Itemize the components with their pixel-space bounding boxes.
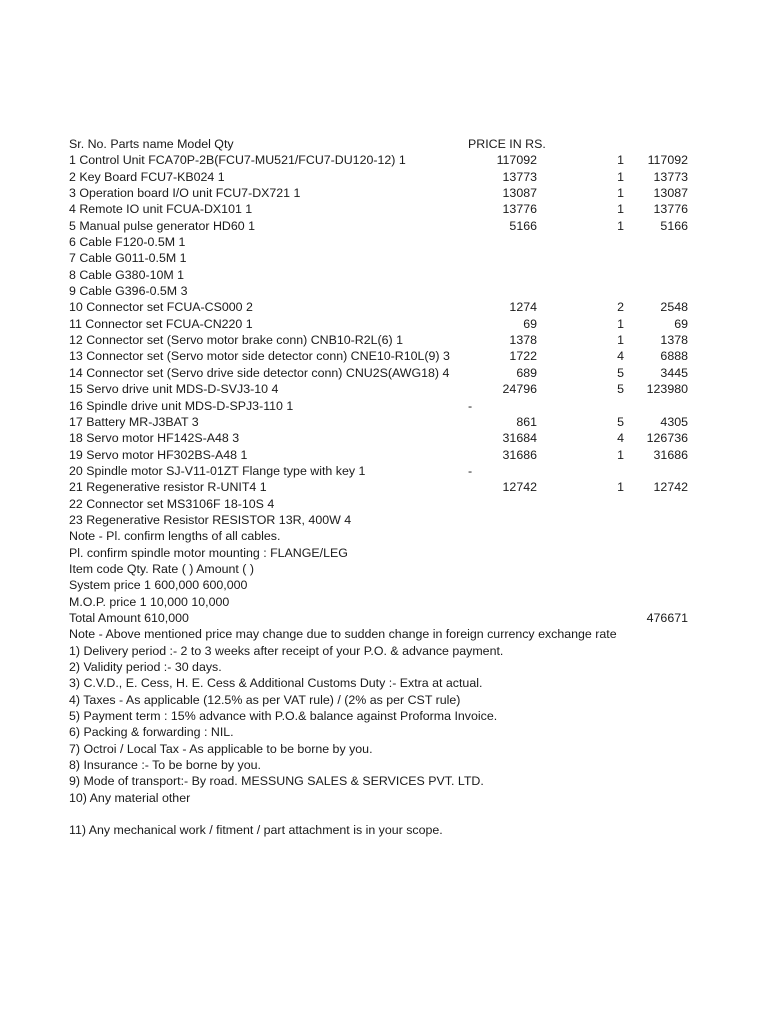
item-amount: 13087 (653, 186, 688, 201)
item-row (0, 447, 768, 463)
item-description: 7 Cable G011-0.5M 1 (69, 251, 187, 266)
item-row (0, 299, 768, 315)
item-qty: 1 (617, 316, 624, 331)
item-amount: 126736 (646, 431, 688, 446)
term-text: 1) Delivery period :- 2 to 3 weeks after receipt of your P.O. & advance payment. (69, 643, 504, 658)
item-row (0, 348, 768, 364)
term-text: 9) Mode of transport:- By road. MESSUNG SALES & SERVICES PVT. LTD. (69, 774, 484, 789)
note-row (0, 594, 768, 610)
item-row (0, 152, 768, 168)
term-text: 4) Taxes - As applicable (12.5% as per VAT rule) / (2% as per CST rule) (69, 692, 461, 707)
item-amount: 6888 (660, 349, 688, 364)
item-description: 15 Servo drive unit MDS-D-SVJ3-10 4 (69, 382, 279, 397)
item-price: 117092 (496, 153, 537, 168)
term-text: 8) Insurance :- To be borne by you. (69, 758, 261, 773)
item-row (0, 267, 768, 283)
note-text: Pl. confirm spindle motor mounting : FLANGE/LEG (69, 545, 348, 560)
item-description: 23 Regenerative Resistor RESISTOR 13R, 400W 4 (69, 512, 352, 527)
term-text: 7) Octroi / Local Tax - As applicable to be borne by you. (69, 741, 373, 756)
note-text: Note - Pl. confirm lengths of all cables. (69, 529, 281, 544)
item-price: 13087 (502, 186, 537, 201)
item-description: 14 Connector set (Servo drive side detector conn) CNU2S(AWG18) 4 (69, 365, 450, 380)
term-row (0, 773, 768, 789)
term-text: 6) Packing & forwarding : NIL. (69, 725, 234, 740)
term-row (0, 790, 768, 806)
item-row (0, 496, 768, 512)
item-row (0, 332, 768, 348)
item-description: 20 Spindle motor SJ-V11-01ZT Flange type with key 1 (69, 463, 366, 478)
item-price: 31684 (502, 431, 537, 446)
item-price: 31686 (502, 447, 537, 462)
item-row (0, 250, 768, 266)
term-text: 5) Payment term : 15% advance with P.O.& balance against Proforma Invoice. (69, 709, 498, 724)
item-row (0, 365, 768, 381)
item-row (0, 283, 768, 299)
note-text: Item code Qty. Rate ( ) Amount ( ) (69, 561, 254, 576)
item-price: 69 (523, 316, 537, 331)
item-description: 12 Connector set (Servo motor brake conn) CNB10-R2L(6) 1 (69, 333, 404, 348)
term-row (0, 708, 768, 724)
term-text: 3) C.V.D., E. Cess, H. E. Cess & Additional Customs Duty :- Extra at actual. (69, 676, 483, 691)
item-description: 2 Key Board FCU7-KB024 1 (69, 169, 225, 184)
item-qty: 1 (617, 186, 624, 201)
item-row (0, 169, 768, 185)
term-row (0, 659, 768, 675)
item-description: 19 Servo motor HF302BS-A48 1 (69, 447, 248, 462)
item-qty: 5 (617, 382, 624, 397)
item-description: 6 Cable F120-0.5M 1 (69, 235, 186, 250)
item-row (0, 479, 768, 495)
item-description: 4 Remote IO unit FCUA-DX101 1 (69, 202, 253, 217)
price-header: PRICE IN RS. (468, 137, 546, 151)
item-price: 1722 (509, 349, 537, 364)
item-description: 22 Connector set MS3106F 18-10S 4 (69, 496, 275, 511)
item-row (0, 463, 768, 479)
item-amount: 2548 (660, 300, 688, 315)
item-amount: 4305 (660, 414, 688, 429)
item-amount: 3445 (660, 365, 688, 380)
note-row (0, 545, 768, 561)
total-value: 476671 (646, 610, 688, 625)
item-row (0, 414, 768, 430)
item-description: 13 Connector set (Servo motor side detector conn) CNE10-R10L(9) 3 (69, 349, 450, 364)
note-row (0, 577, 768, 593)
final-term-text: 11) Any mechanical work / fitment / part attachment is in your scope. (69, 823, 443, 838)
final-term-row (0, 822, 768, 838)
item-description: 21 Regenerative resistor R-UNIT4 1 (69, 480, 267, 495)
notes-list (0, 528, 768, 610)
item-qty: 4 (617, 349, 624, 364)
item-price: 861 (516, 414, 537, 429)
item-row (0, 512, 768, 528)
item-price-dash: - (468, 398, 473, 413)
total-label: Total Amount 610,000 (69, 610, 189, 625)
item-description: 5 Manual pulse generator HD60 1 (69, 218, 255, 233)
item-row (0, 430, 768, 446)
item-row (0, 316, 768, 332)
item-row (0, 218, 768, 234)
item-qty: 4 (617, 431, 624, 446)
item-qty: 1 (617, 333, 624, 348)
term-row (0, 724, 768, 740)
item-row (0, 201, 768, 217)
item-row (0, 185, 768, 201)
item-amount: 123980 (646, 382, 688, 397)
item-qty: 1 (617, 218, 624, 233)
term-row (0, 643, 768, 659)
term-row (0, 675, 768, 691)
item-description: 3 Operation board I/O unit FCU7-DX721 1 (69, 186, 301, 201)
item-row (0, 398, 768, 414)
blank-row (0, 806, 768, 822)
item-price: 1378 (509, 333, 537, 348)
header-columns-label: Sr. No. Parts name Model Qty (69, 137, 234, 151)
item-price: 1274 (509, 300, 537, 315)
item-description: 16 Spindle drive unit MDS-D-SPJ3-110 1 (69, 398, 294, 413)
item-amount: 69 (674, 316, 688, 331)
term-row (0, 626, 768, 642)
item-price: 24796 (502, 382, 537, 397)
item-description: 17 Battery MR-J3BAT 3 (69, 414, 199, 429)
item-description: 11 Connector set FCUA-CN220 1 (69, 316, 253, 331)
item-price: 5166 (509, 218, 537, 233)
item-description: 8 Cable G380-10M 1 (69, 267, 185, 282)
item-row (0, 381, 768, 397)
note-text: M.O.P. price 1 10,000 10,000 (69, 594, 230, 609)
item-price: 12742 (502, 480, 537, 495)
item-price-dash: - (468, 463, 473, 478)
item-description: 9 Cable G396-0.5M 3 (69, 284, 188, 299)
item-qty: 1 (617, 447, 624, 462)
item-amount: 31686 (653, 447, 688, 462)
item-amount: 117092 (647, 153, 688, 168)
item-amount: 5166 (660, 218, 688, 233)
term-row (0, 757, 768, 773)
item-price: 689 (516, 365, 537, 380)
item-qty: 1 (617, 153, 624, 168)
item-qty: 2 (617, 300, 624, 315)
item-qty: 5 (617, 365, 624, 380)
item-qty: 5 (617, 414, 624, 429)
item-price: 13773 (502, 169, 537, 184)
item-amount: 13776 (653, 202, 688, 217)
total-row (0, 610, 768, 626)
term-text: Note - Above mentioned price may change due to sudden change in foreign currency exchange rate (69, 627, 617, 642)
item-amount: 1378 (660, 333, 688, 348)
item-amount: 13773 (653, 169, 688, 184)
term-text: 2) Validity period :- 30 days. (69, 660, 222, 674)
note-text: System price 1 600,000 600,000 (69, 578, 248, 593)
item-qty: 1 (617, 202, 624, 217)
note-row (0, 561, 768, 577)
item-description: 1 Control Unit FCA70P-2B(FCU7-MU521/FCU7-DU120-12) 1 (69, 153, 406, 168)
term-text: 10) Any material other (69, 790, 191, 805)
term-row (0, 692, 768, 708)
item-amount: 12742 (653, 480, 688, 495)
items-list (0, 152, 768, 528)
term-row (0, 741, 768, 757)
item-qty: 1 (617, 169, 624, 184)
quotation-sheet (0, 136, 768, 839)
header-row (0, 136, 768, 152)
item-description: 10 Connector set FCUA-CS000 2 (69, 300, 253, 315)
item-price: 13776 (502, 202, 537, 217)
terms-list (0, 626, 768, 806)
item-description: 18 Servo motor HF142S-A48 3 (69, 431, 240, 446)
item-qty: 1 (617, 480, 624, 495)
item-row (0, 234, 768, 250)
note-row (0, 528, 768, 544)
